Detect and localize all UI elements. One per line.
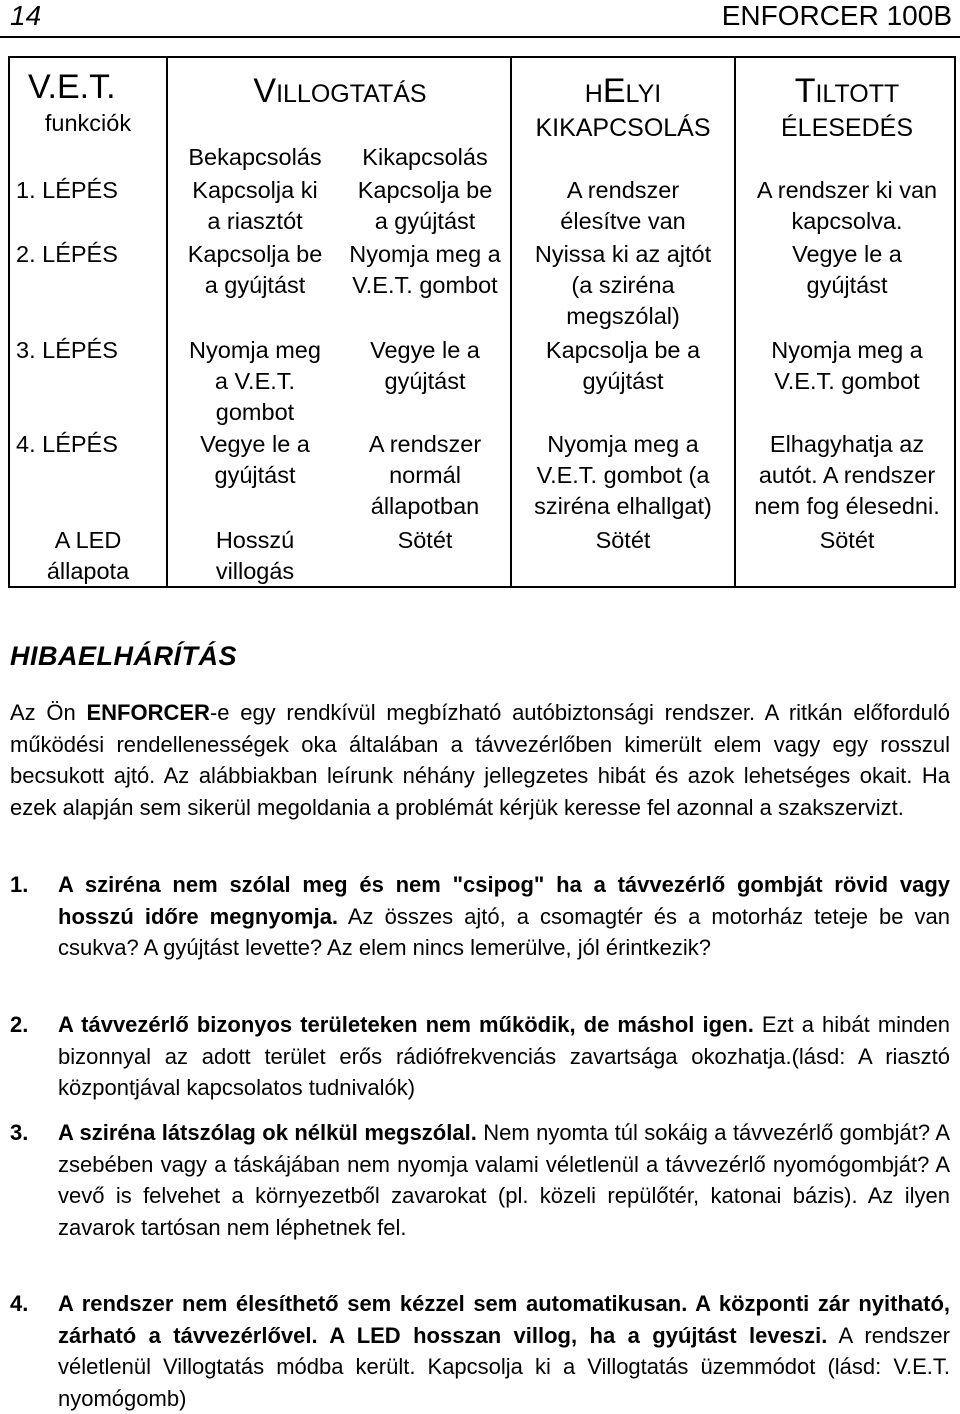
cell-line: Vegye le a (370, 337, 480, 363)
cell-line: a gyújtást (374, 208, 476, 234)
tiltott-step-1 (736, 175, 958, 237)
tiltott-step-3 (736, 335, 958, 397)
led-label-line: A LED (54, 527, 122, 553)
cell-line: gyújtást (214, 462, 296, 488)
helyi-cap2: E (602, 72, 626, 110)
page-number: 14 (10, 0, 42, 31)
cell-line: Nyomja meg (189, 337, 321, 363)
helyi-led: Sötét (595, 527, 651, 553)
cell-line: Kapcsolja be (357, 177, 493, 203)
helyi-step-1 (512, 175, 734, 237)
cell-line: V.E.T. gombot (352, 272, 498, 298)
helyi-step-3 (512, 335, 734, 397)
item-number: 1. (10, 872, 29, 897)
header-vet: V.E.T. (28, 68, 116, 106)
step-label: 1. LÉPÉS (16, 177, 118, 203)
vet-functions-table (8, 56, 956, 588)
item-number: 3. (10, 1120, 29, 1145)
item-answer: Nem nyomta túl sokáig a távvezérlő gombját? A zsebében vagy a táskájában nem nyomja valami véletlenül a távvezérlő nyomógombját? A vevő is felvehet a környezetből zavarokat (pl. közeli repülőtér, katonai bázis). Az ilyen zavarok tartósan nem léphetnek fel. (58, 1120, 950, 1240)
cell-line: Kapcsolja be (187, 241, 323, 267)
cell-line: Kapcsolja ki (192, 177, 318, 203)
kikapcsolas-step-2 (328, 239, 522, 301)
item-number: 4. (10, 1291, 29, 1316)
cell-line: Vegye le a (792, 241, 902, 267)
cell-line: Nyomja meg a (771, 337, 923, 363)
cell-line: a riasztót (207, 208, 303, 234)
cell-line: Elhagyhatja az (769, 431, 925, 457)
intro-text: Az Ön (10, 700, 87, 725)
cell-line: gyújtást (806, 272, 888, 298)
problem-item (10, 1009, 950, 1104)
document-title: ENFORCER 100B (721, 0, 952, 31)
item-question: A sziréna látszólag ok nélkül megszólal. (58, 1120, 477, 1145)
bekapcsolas-step-1 (170, 175, 340, 237)
problem-item (10, 1117, 950, 1243)
problem-item (10, 1288, 950, 1414)
villogtatas-cap: V (253, 72, 277, 110)
bekapcsolas-step-3 (170, 335, 340, 428)
cell-line: Nyomja meg a (547, 431, 699, 457)
cell-line: megszólal) (566, 303, 680, 329)
kikapcsolas-step-1 (340, 175, 510, 237)
problem-item (10, 869, 950, 964)
bekapcsolas-step-4 (170, 429, 340, 491)
villogtatas-rest: ILLOGTATÁS (276, 80, 427, 108)
cell-line: gyújtást (582, 368, 664, 394)
tiltott-header (736, 74, 958, 145)
item-number: 2. (10, 1012, 29, 1037)
cell-line: állapotban (370, 493, 480, 519)
led-label-line: állapota (46, 558, 130, 584)
kikapcsolas-subheader: Kikapcsolás (362, 144, 488, 170)
kikapcsolas-led: Sötét (397, 527, 453, 553)
cell-line: autót. A rendszer (758, 462, 936, 488)
brand-name: ENFORCER (86, 700, 210, 725)
cell-line: Nyissa ki az ajtót (534, 241, 712, 267)
tiltott-rest: ILTOTT (815, 80, 900, 108)
cell-line: gombot (215, 399, 295, 425)
cell-line: sziréna elhallgat) (534, 493, 712, 519)
cell-line: nem fog élesedni. (754, 493, 940, 519)
villogtatas-header (220, 74, 460, 111)
item-answer: Az összes ajtó, a csomagtér és a motorház teteje be van csukva? A gyújtást levette? Az elem nincs lemerülve, jól érintkezik? (58, 903, 950, 960)
step-label: 2. LÉPÉS (16, 241, 118, 267)
helyi-step-2 (512, 239, 734, 332)
cell-line: villogás (215, 558, 295, 584)
kikapcsolas-step-4 (340, 429, 510, 522)
cell-line: A rendszer (566, 177, 680, 203)
table-divider (166, 58, 168, 586)
tiltott-cap: T (794, 72, 816, 110)
cell-line: a V.E.T. (214, 368, 296, 394)
cell-line: normál (389, 462, 461, 488)
cell-line: Nyomja meg a (349, 241, 501, 267)
cell-line: élesítve van (560, 208, 686, 234)
cell-line: Kapcsolja be a (545, 337, 701, 363)
header-funkciok: funkciók (44, 110, 132, 136)
helyi-cap1: H (584, 80, 603, 108)
item-question: A sziréna nem szólal meg és nem "csipog" ha a távvezérlő gombját rövid vagy hosszú időre megnyomja. (58, 872, 950, 929)
helyi-step-4 (512, 429, 734, 522)
step-label: 4. LÉPÉS (16, 431, 118, 457)
item-answer: Ezt a hibát minden bizonnyal az adott terület erős rádiófrekvenciás zavartsága okozhatja.(lásd: A riasztó központjával kapcsolatos tudnivalók) (58, 1012, 950, 1100)
cell-line: V.E.T. gombot (774, 368, 920, 394)
intro-text: -e egy rendkívül megbízható autóbiztonsági rendszer. A ritkán előforduló működési rendellenességek oka általában a távvezérlőben kimerült elem vagy egy rosszul becsukott ajtó. Az alábbiakban leírunk néhány jellegzetes hibát és azok lehetséges okait. Ha ezek alapján sem sikerül megoldania a problémát kérjük keresse fel azonnal a szakszervizt. (10, 700, 950, 820)
cell-line: A rendszer ki van (756, 177, 938, 203)
cell-line: (a sziréna (571, 272, 675, 298)
item-question: A távvezérlő bizonyos területeken nem működik, de máshol igen. (58, 1012, 754, 1037)
section-title: HIBAELHÁRÍTÁS (10, 641, 237, 671)
cell-line: a gyújtást (204, 272, 306, 298)
tiltott-step-2 (736, 239, 958, 301)
tiltott-step-4 (736, 429, 958, 522)
page-header (0, 0, 960, 38)
item-answer: A rendszer véletlenül Villogtatás módba került. Kapcsolja ki a Villogtatás üzemmódot (lásd: V.E.T. nyomógomb) (58, 1322, 950, 1411)
cell-line: gyújtást (384, 368, 466, 394)
step-label: 3. LÉPÉS (16, 337, 118, 363)
bekapcsolas-step-2 (170, 239, 340, 301)
cell-line: kapcsolva. (791, 208, 903, 234)
item-question: A rendszer nem élesíthető sem kézzel sem automatikusan. A központi zár nyitható, zárható a távvezérlővel. A LED hosszan villog, ha a gyújtást leveszi. (58, 1291, 950, 1348)
led-state-label (10, 525, 166, 587)
bekapcsolas-subheader: Bekapcsolás (188, 144, 322, 170)
helyi-header (512, 74, 734, 145)
cell-line: V.E.T. gombot (a (536, 462, 710, 488)
row-label-header (28, 70, 148, 104)
helyi-rest: LYI (625, 80, 662, 108)
intro-paragraph (10, 697, 950, 823)
helyi-line2: KIKAPCSOLÁS (535, 114, 711, 142)
cell-line: Hosszú (215, 527, 295, 553)
cell-line: A rendszer (368, 431, 482, 457)
cell-line: Vegye le a (200, 431, 310, 457)
tiltott-led: Sötét (819, 527, 875, 553)
tiltott-line2: ÉLESEDÉS (780, 114, 913, 142)
kikapcsolas-step-3 (340, 335, 510, 397)
bekapcsolas-led (170, 525, 340, 587)
